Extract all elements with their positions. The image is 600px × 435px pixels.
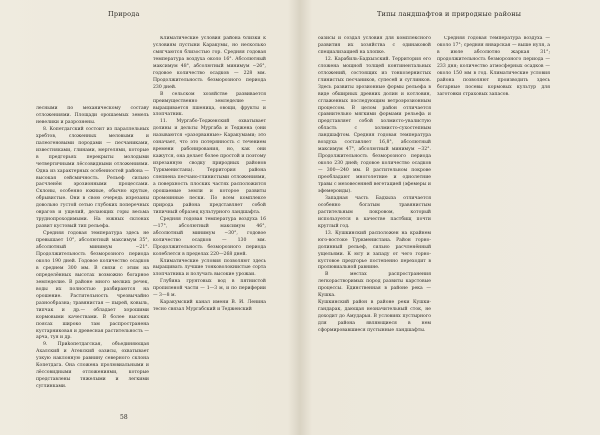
left-running-header: Природа [108,10,140,18]
left-column-2-text: Климатические условия района близки к условиям пустыни Каракумы, но несколько смягчаются близостью гор. Средняя годовая температура воздуха около 16°. Абсолютный максимум 48°, абсолютный минимум −26°, годовое количество осадков — 228 мм. Продолжительность безморозного периода 230 дней. В сельском хозяйстве развивается преимущественно земледелие — выращивается пшеница, овощи, фрукты и хлопчатник. 11. Мургабо-Теджeнский охватывает долины и дельты Мургаба и Теджена (они называются «разорванные» Каракумами; это означает, что это потерянность с течением времени рабонирования, но, как они кажутся, она делает более простой и поэтому изрезанную сводку природных районов Туркменистана). Территория района слепнена песчано-глинистыми отложениями, а поверхность плоских частях расположится орошаемые земли и которое развиты промоинные пески. По всем комплексе природа района представляет собой типичный образец культурного ландшафта. Средняя годовая температура воздуха 16—17°, абсолютный максимум 46°, абсолютный минимум −30°, годовое количество осадков — 130 мм. Продолжительность безморозного периода колеблется в пределах 220—268 дней. Климатические условия позволяют здесь выращивать лучшие тонковолокнистые сорта хлопчатника и получать высокие урожаи. Глубина грунтовых вод в пятнистой пропиленой части — 1—3 м, и по периферии — 3—8 м. Каракумский канал имени В. И. Ленина тесно связал Мургабский и Теджeнский [153,36,266,313]
left-column-2 [153,36,266,406]
page-number: 58 [120,414,128,421]
right-column-2 [437,36,550,156]
right-running-header: Типы ландшафтов и природные районы [377,10,522,18]
right-column-2-text: Средняя годовая температура воздуха — около 17°; средняя январская — выше нуля, а в июле абсолютно жаркая 31°; продолжительность безморозного периода — 233 дня; количество атмосферных осадков — около 150 мм в год. Климатические условия района позволяют производить здесь богарные посевы кормовых культур для заготовки страховых запасов. [437,36,550,97]
right-column-1-tail: Кушкинский район в районе реки Кушки-гандарак, дающая незначительный сток, не доходит до Амударьи. В условиях пустырного для района являющиеся в нем сформировавшиеся пустынные ландшафты. [318,300,431,334]
right-column-1 [318,36,431,421]
left-column-1 [36,106,149,406]
left-column-1-text: лесными по механическому составу отложениями. Площади орошаемых земель невелики и разрознены. 8. Копетдагский состоит из параллельных хребтов, сложенных меловыми и палеогеновыми породами — песчаниками, известняками, глинами, мергелями, которые в предгорьях перекрыты молодыми четвертичными лёссовидными отложениями. Одна из характерных особенностей района — высокая сейсмичность. Рельеф сильно расчленён эрозионными процессами. Склоны, особенно южные, обычно крутые, обрывистые. Они в свою очередь изрезаны довольно густой сетью глубоких поперечных оврагов и ущелий, делающих горы весьма труднопроходимыми. На южных склонах развит кустовый тип рельефа. Средняя годовая температура здесь не превышает 10°, абсолютный максимум 35°, абсолютный минимум −21°. Продолжительность безморозного периода около 190 дней. Годовое количество осадков в среднем 300 мм. В связи с этим на определённых высотах возможно богарное земледелие. В районе много мелких речек, воды их полностью разбираются на орошение. Растительность чрезвычайно разнообразна; травянистая — пырей, ковыль, типчак и др.— обладает хорошими кормовыми качествами. В более высоких поясах широко там распространена кустарниковая и древесная растительность — арча, туя и др. 9. Приkопетдагская, объединяющая Ахалский и Атекский оазисы, охватывает узкую наклонную равнину северного склона Копетдага. Она сложена пролювиальными и лёссовидными отложениями, которые представлены тяжелыми и легкими суглинками. [36,106,149,390]
right-page [300,0,600,435]
right-column-1-text: оазисы и создал условия для комплексного развития их хозяйства с одинаковой специализацией на хлопке. 12. Карабиль-Бадхызский. Территория его сложена мощной толщей континентальных отложений, состоящих из тонкозернистых глинистых песчаников, супесей и суглинков. Здесь развиты эрозионные формы рельефа в виде обширных древних долин и котловин, сглаженных последующим ветроэрозионным процессом. В целом район отличается сравнительно мягкими формами рельефа и представляет собой холмисто-увалистую область с холмисто-сухостепным ландшафтом. Средняя годовая температура воздуха составляет 16,8°, абсолютный максимум 47°, абсолютный минимум −32°. Продолжительность безморозного периода около 230 дней; годовое количество осадков — 300—240 мм. В растительном покрове преобладают многолетние и однолетние травы с мезовесенней вегетацией (эфемеры и эфемероиды). Западная часть Бадхыза отличается особенно богатым травянистым растительным покровом, который используется в качестве пастбищ почти круглый год. 13. Кушкинский расположен на крайнем юго-востоке Туркменистана. Район горно-долинный рельеф, сильно расчленённый ущельями. К югу и западу от чего горно-кустовое предгорье постепенно переходит в пролювиальной равнине. В местах распространения легкорастворимых пород развиты карстовые процессы. Единственная в районе река — Кушка. [318,36,431,299]
